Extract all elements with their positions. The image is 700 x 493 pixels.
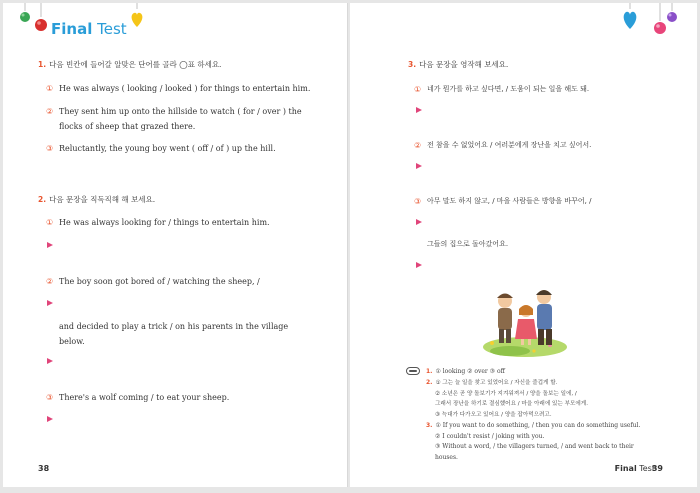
question-3-instruction: 3. 다음 문장을 영작해 보세요. (408, 60, 509, 69)
answer-1: 1. ① looking ② over ③ off (426, 368, 505, 375)
answer-arrow-icon (47, 242, 53, 248)
green-ornament-icon (20, 12, 30, 22)
purple-ornament-icon (667, 12, 677, 22)
question-1-instruction: 1. 다음 빈칸에 들어갈 알맞은 단어를 골라 ◯표 하세요. (38, 60, 222, 69)
answer-arrow-icon (416, 262, 422, 268)
question-number: 2. (38, 195, 47, 204)
yellow-heart-icon (132, 13, 143, 27)
pink-ornament-icon (654, 22, 666, 34)
villagers-illustration (480, 281, 570, 361)
question-2-instruction: 2. 다음 문장을 직독직해 해 보세요. (38, 195, 156, 204)
page-number-right: 39 (651, 464, 663, 473)
question-number: 3. (408, 60, 417, 69)
title-normal: Test (97, 20, 127, 38)
answer-key-icon (406, 367, 420, 375)
answer-arrow-icon (47, 358, 53, 364)
blue-heart-icon (624, 12, 637, 29)
footer-title: Final Test (614, 464, 655, 473)
answer-2: 2. ① 그는 늘 일을 찾고 있었어요 / 자신을 즐겁게 할. ② 소년은 곧 양 돌보기가 지겨워져서 / 양을 돌보는 일에, / 그래서 장난을 하기로 결심했어요 / 마을 아래에 있는 부모에게. ③ 늑대가 다가오고 있어요 / 양을 잡아먹으려고. (426, 379, 588, 418)
answer-arrow-icon (416, 219, 422, 225)
title-bold: Final (51, 20, 93, 38)
page-title (51, 20, 127, 38)
ornaments-right (350, 3, 697, 48)
answer-arrow-icon (416, 107, 422, 113)
answer-arrow-icon (47, 300, 53, 306)
answer-3: 3. ① If you want to do something, / then you can do something useful. ② I couldn't resist / joking with you. ③ Without a word, / the villagers turned, / and went back to their houses. (426, 422, 641, 461)
answer-arrow-icon (416, 163, 422, 169)
left-page: Final Test 1. 다음 빈칸에 들어갈 알맞은 단어를 골라 ◯표 하세요. ① He was always ( looking / looked ) for things to entertain him. ② They sent him up onto the hillside to watch ( for / over ) the flocks of sheep that grazed there. ③ Reluctantly, the young boy went ( off / of ) up the hill. 2. 다음 문장을 직독직해 해 보세요. ① He was always looking for / things to entertain him. ② The boy soon got bored of / watching the sheep, / and decided to play a trick / on his parents in the village below. ③ There's a wolf coming / to eat your sheep. 38 (3, 3, 348, 487)
right-page: 3. 다음 문장을 영작해 보세요. ① 네가 뭔가를 하고 싶다면, / 도움이 되는 일을 해도 돼. ② 전 참을 수 없었어요 / 여러분에게 장난을 치고 싶어서. ③ 아무 말도 하지 않고, / 마을 사람들은 방향을 바꾸어, / 그들의 집으로 돌아갔어요. 1. ① looking ② over ③ off 2. ① 그는 늘 일을 찾고 있었어요 / 자신을 즐겁게 할. ② 소년은 곧 양 돌보기가 지겨워져서 / 양을 돌보는 일에, / 그래서 장난을 하기로 결심했어요 / 마을 아래에 있는 부모에게. ③ 늑대가 다가오고 있어요 / 양을 잡아먹으려고. 3. ① If you want to do something, / then you can do something useful. ② I couldn't resist / joking with you. ③ Without a word, / the villagers turned, / and went back to their houses. Final Test 39 (350, 3, 697, 487)
question-number: 1. (38, 60, 47, 69)
red-ornament-icon (35, 19, 47, 31)
page-number-left: 38 (38, 464, 50, 473)
answer-arrow-icon (47, 416, 53, 422)
